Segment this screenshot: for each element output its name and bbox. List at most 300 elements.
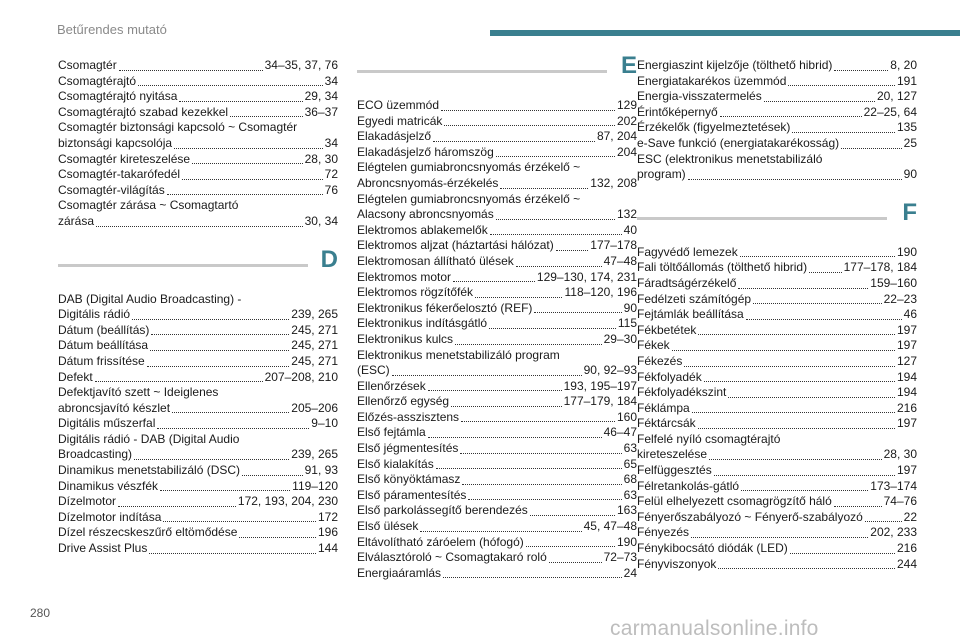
index-entry	[637, 401, 917, 417]
entry-term: Felfüggesztés	[637, 463, 712, 478]
entry-term: Fékezés	[637, 353, 683, 368]
entry-term: Első kialakítás	[357, 456, 434, 471]
entry-pages: 245, 271	[291, 338, 338, 353]
index-entry	[58, 214, 338, 230]
index-entry	[357, 207, 637, 223]
entry-pages: 194	[896, 369, 917, 384]
entry-term: Fékfolyadékszint	[637, 385, 727, 400]
dot-leader	[462, 484, 621, 485]
entry-pages: 194	[896, 385, 917, 400]
dot-leader	[753, 303, 882, 304]
dot-leader	[490, 234, 622, 235]
entry-term: zárása	[58, 213, 95, 228]
index-entry	[58, 89, 338, 105]
entry-term: Elektromos ablakemelők	[357, 222, 488, 237]
dot-leader	[433, 141, 595, 142]
dot-leader	[841, 148, 902, 149]
index-entry	[58, 416, 338, 432]
dot-leader	[728, 397, 895, 398]
index-entry-line: Elégtelen gumiabroncsnyomás érzékelő ~	[357, 191, 581, 206]
dot-leader	[764, 101, 875, 102]
index-entry	[58, 370, 338, 386]
entry-term: Érzékelők (figyelmeztetések)	[637, 120, 791, 135]
entry-term: Dízel részecskeszűrő eltömődése	[58, 525, 238, 540]
index-entry	[357, 410, 637, 426]
entry-term: Féklámpa	[637, 400, 690, 415]
index-entry	[357, 519, 637, 535]
index-entry	[637, 494, 917, 510]
entry-pages: 239, 265	[291, 307, 338, 322]
header-accent-bar	[490, 30, 960, 36]
dot-leader	[138, 85, 323, 86]
entry-term: Fagyvédő lemezek	[637, 244, 738, 259]
dot-leader	[692, 412, 895, 413]
index-entry	[637, 292, 917, 308]
entry-pages: 40	[623, 222, 637, 237]
index-entry	[357, 457, 637, 473]
entry-pages: 196	[317, 525, 338, 540]
entry-term: abroncsjavító készlet	[58, 400, 171, 415]
entry-pages: 22	[903, 509, 917, 524]
entry-term: Csomagtérajtó nyitása	[58, 89, 178, 104]
index-entry	[58, 167, 338, 183]
entry-pages: 74–76	[883, 494, 917, 509]
dot-leader	[709, 459, 882, 460]
dot-leader	[134, 459, 289, 460]
entry-term: Csomagtér	[58, 58, 117, 72]
entry-term: Előzés-asszisztens	[357, 409, 460, 424]
dot-leader	[698, 428, 895, 429]
index-entry	[58, 447, 338, 463]
dot-leader	[834, 70, 888, 71]
entry-term: Fékbetétek	[637, 322, 697, 337]
index-entry	[637, 525, 917, 541]
entry-term: Fali töltőállomás (tölthető hibrid)	[637, 260, 808, 275]
entry-term: Csomagtér kireteszelése	[58, 151, 191, 166]
dot-leader	[239, 537, 316, 538]
dot-leader	[451, 406, 562, 407]
dot-leader	[720, 116, 862, 117]
entry-term: Energiaszint kijelzője (tölthető hibrid)	[637, 58, 833, 72]
dot-leader	[534, 312, 621, 313]
entry-term: Első jégmentesítés	[357, 441, 459, 456]
section-letter-d: D	[320, 245, 338, 273]
dot-leader	[441, 110, 615, 111]
entry-term: Drive Assist Plus	[58, 541, 148, 556]
entry-pages: 68	[623, 472, 637, 487]
index-entry-line: Defektjavító szett ~ Ideiglenes	[58, 385, 219, 400]
entry-pages: 135	[896, 120, 917, 135]
dot-leader	[132, 319, 289, 320]
index-entry-line: Felfelé nyíló csomagtérajtó	[637, 431, 781, 446]
dot-leader	[530, 515, 615, 516]
entry-term: Dízelmotor indítása	[58, 509, 162, 524]
entry-term: Elektronikus indításgátló	[357, 316, 488, 331]
entry-term: (ESC)	[357, 363, 390, 378]
entry-term: Csomagtér-takarófedél	[58, 167, 181, 182]
entry-pages: 63	[623, 487, 637, 502]
entry-term: Alacsony abroncsnyomás	[357, 207, 494, 222]
index-entry	[58, 401, 338, 417]
entry-term: Első fejtámla	[357, 425, 426, 440]
entry-pages: 177–179, 184	[563, 394, 637, 409]
entry-term: Első könyöktámasz	[357, 472, 461, 487]
entry-term: Elektronikus fékerőelosztó (REF)	[357, 300, 533, 315]
index-entry	[357, 270, 637, 286]
entry-pages: 46	[903, 307, 917, 322]
entry-pages: 129–130, 174, 231	[536, 269, 637, 284]
dot-leader	[738, 288, 868, 289]
index-entry	[58, 58, 338, 74]
entry-term: Egyedi matricák	[357, 113, 443, 128]
index-entry	[357, 379, 637, 395]
entry-pages: 244	[896, 556, 917, 571]
entry-pages: 245, 271	[291, 322, 338, 337]
entry-term: Fékek	[637, 338, 670, 353]
entry-pages: 119–120	[292, 478, 338, 493]
dot-leader	[150, 350, 289, 351]
entry-pages: 46–47	[603, 425, 637, 440]
index-entry	[357, 550, 637, 566]
entry-term: Elektromos aljzat (háztartási hálózat)	[357, 238, 554, 253]
index-entry	[637, 510, 917, 526]
entry-term: Dinamikus menetstabilizáló (DSC)	[58, 463, 241, 478]
entry-pages: 45, 47–48	[583, 519, 637, 534]
index-column-2	[357, 52, 637, 581]
section-divider-f	[637, 199, 917, 235]
index-entry	[637, 74, 917, 90]
index-entry	[637, 120, 917, 136]
index-entry	[637, 167, 917, 183]
entry-pages: 29, 34	[304, 89, 338, 104]
dot-leader	[420, 531, 581, 532]
dot-leader	[704, 381, 895, 382]
dot-leader	[740, 256, 895, 257]
dot-leader	[453, 281, 535, 282]
entry-term: Defekt	[58, 369, 93, 384]
index-entry	[357, 285, 637, 301]
entry-pages: 132, 208	[590, 175, 637, 190]
dot-leader	[455, 344, 602, 345]
entry-pages: 193, 195–197	[563, 378, 637, 393]
index-entry	[357, 254, 637, 270]
index-entry	[58, 479, 338, 495]
section-rule	[637, 217, 887, 220]
entry-term: Első ülések	[357, 519, 419, 534]
dot-leader	[698, 334, 895, 335]
entry-pages: 204	[616, 144, 637, 159]
entry-term: Abroncsnyomás-érzékelés	[357, 175, 499, 190]
entry-term: Csomagtérajtó szabad kezekkel	[58, 104, 229, 119]
entry-pages: 159–160	[870, 275, 917, 290]
dot-leader	[160, 490, 290, 491]
entry-pages: 118–120, 196	[564, 285, 637, 300]
dot-leader	[182, 179, 323, 180]
entry-pages: 177–178	[590, 238, 637, 253]
dot-leader	[96, 226, 303, 227]
entry-pages: 129	[616, 98, 637, 112]
section-divider-d	[58, 246, 338, 282]
index-entry	[58, 74, 338, 90]
index-entry-line: ESC (elektronikus menetstabilizáló	[637, 151, 823, 166]
entry-pages: 22–23	[883, 291, 917, 306]
dot-leader	[428, 437, 602, 438]
dot-leader	[118, 506, 236, 507]
entries-f	[637, 245, 917, 572]
entry-pages: 29–30	[603, 331, 637, 346]
entry-term: Elakadásjelző	[357, 129, 432, 144]
entry-pages: 191	[896, 73, 917, 88]
entry-pages: 87, 204	[596, 129, 637, 144]
index-entry	[637, 370, 917, 386]
index-entry	[58, 354, 338, 370]
entry-pages: 30, 34	[304, 213, 338, 228]
entry-term: Érintőképernyő	[637, 104, 718, 119]
index-entry	[357, 223, 637, 239]
index-entry	[637, 541, 917, 557]
index-entry	[357, 535, 637, 551]
entry-pages: 76	[324, 182, 338, 197]
index-entry	[357, 114, 637, 130]
entry-pages: 34–35, 37, 76	[264, 58, 338, 72]
index-entry	[58, 510, 338, 526]
dot-leader	[95, 381, 263, 382]
index-entry	[58, 541, 338, 557]
entry-pages: 197	[896, 322, 917, 337]
entry-pages: 47–48	[603, 253, 637, 268]
index-entry	[58, 152, 338, 168]
index-entry	[637, 58, 917, 74]
entry-pages: 132	[616, 207, 637, 222]
entry-pages: 144	[317, 541, 338, 556]
entry-pages: 190	[896, 244, 917, 259]
index-entry	[637, 338, 917, 354]
dot-leader	[230, 116, 303, 117]
entry-term: Ellenőrző egység	[357, 394, 450, 409]
entry-pages: 239, 265	[291, 447, 338, 462]
entry-pages: 160	[616, 409, 637, 424]
index-entry	[637, 463, 917, 479]
dot-leader	[179, 101, 302, 102]
index-entry	[357, 394, 637, 410]
entry-term: Fénykibocsátó diódák (LED)	[637, 541, 788, 556]
entry-term: ECO üzemmód	[357, 98, 440, 112]
entry-term: Dátum (beállítás)	[58, 322, 150, 337]
entry-term: Dinamikus vészfék	[58, 478, 159, 493]
dot-leader	[741, 490, 868, 491]
entry-pages: 173–174	[870, 478, 917, 493]
entry-term: Félretankolás-gátló	[637, 478, 740, 493]
entry-term: Fejtámlák beállítása	[637, 307, 744, 322]
entries-c	[58, 58, 338, 230]
index-entry	[637, 136, 917, 152]
entry-pages: 90, 92–93	[583, 363, 637, 378]
entry-term: Csomagtérajtó	[58, 73, 137, 88]
entry-term: Digitális műszerfal	[58, 416, 156, 431]
entry-pages: 91, 93	[304, 463, 338, 478]
index-column-3	[637, 58, 917, 572]
dot-leader	[526, 546, 615, 547]
entry-pages: 197	[896, 463, 917, 478]
dot-leader	[672, 350, 895, 351]
entry-pages: 197	[896, 416, 917, 431]
entry-term: Fényerőszabályozó ~ Fényerő-szabályozó	[637, 509, 863, 524]
header-title: Betűrendes mutató	[57, 22, 167, 37]
entry-pages: 25	[903, 135, 917, 150]
index-entry	[357, 363, 637, 379]
entry-pages: 207–208, 210	[264, 369, 338, 384]
dot-leader	[489, 328, 616, 329]
index-entry	[357, 503, 637, 519]
index-entry	[637, 89, 917, 105]
dot-leader	[718, 568, 895, 569]
index-entry	[357, 441, 637, 457]
dot-leader	[443, 577, 622, 578]
entry-term: Elválasztóroló ~ Csomagtakaró roló	[357, 550, 547, 565]
index-entry	[357, 145, 637, 161]
entry-pages: 90	[623, 300, 637, 315]
dot-leader	[460, 453, 621, 454]
entry-pages: 36–37	[304, 104, 338, 119]
entry-pages: 172, 193, 204, 230	[237, 494, 338, 509]
entry-pages: 216	[896, 541, 917, 556]
entry-pages: 20, 127	[876, 89, 917, 104]
index-entry	[357, 316, 637, 332]
entry-term: Energiatakarékos üzemmód	[637, 73, 787, 88]
dot-leader	[172, 412, 289, 413]
index-entry	[637, 105, 917, 121]
entry-pages: 202, 233	[870, 525, 917, 540]
entry-term: Energia-visszatermelés	[637, 89, 762, 104]
index-entry	[637, 276, 917, 292]
entry-term: Fáradtságérzékelő	[637, 275, 737, 290]
index-entry	[357, 332, 637, 348]
entry-pages: 9–10	[311, 416, 338, 431]
dot-leader	[475, 297, 562, 298]
dot-leader	[556, 250, 589, 251]
index-entry	[357, 488, 637, 504]
index-entry	[357, 98, 637, 114]
dot-leader	[436, 468, 622, 469]
entry-term: program)	[637, 167, 686, 182]
index-entry	[357, 301, 637, 317]
entry-pages: 28, 30	[883, 447, 917, 462]
entry-pages: 34	[324, 73, 338, 88]
entry-pages: 172	[317, 509, 338, 524]
index-entry	[357, 425, 637, 441]
index-entry	[58, 525, 338, 541]
dot-leader	[119, 70, 263, 71]
dot-leader	[516, 266, 602, 267]
dot-leader	[392, 375, 582, 376]
section-rule	[58, 264, 308, 267]
entry-pages: 205–206	[291, 400, 338, 415]
dot-leader	[468, 499, 621, 500]
entry-term: Dízelmotor	[58, 494, 117, 509]
entry-term: Féktárcsák	[637, 416, 696, 431]
entry-pages: 90	[903, 167, 917, 182]
index-entry	[637, 479, 917, 495]
index-entry	[58, 494, 338, 510]
index-entry	[637, 447, 917, 463]
entry-pages: 72	[324, 167, 338, 182]
dot-leader	[174, 148, 323, 149]
entry-pages: 72–73	[603, 550, 637, 565]
dot-leader	[688, 179, 902, 180]
entry-term: Elektronikus kulcs	[357, 331, 454, 346]
entry-term: Eltávolítható záróelem (hófogó)	[357, 534, 524, 549]
dot-leader	[792, 132, 895, 133]
entry-term: Elektromos motor	[357, 269, 452, 284]
entry-pages: 22–25, 64	[863, 104, 917, 119]
index-entry	[58, 463, 338, 479]
dot-leader	[147, 366, 290, 367]
entry-term: Elakadásjelző háromszög	[357, 144, 494, 159]
entry-pages: 216	[896, 400, 917, 415]
entry-pages: 163	[616, 503, 637, 518]
dot-leader	[496, 219, 615, 220]
index-entry	[637, 260, 917, 276]
index-entry	[637, 307, 917, 323]
index-entry	[637, 385, 917, 401]
dot-leader	[242, 475, 303, 476]
dot-leader	[684, 366, 895, 367]
entry-term: Első parkolássegítő berendezés	[357, 503, 528, 518]
entries-e-cont	[637, 58, 917, 183]
section-letter-e: E	[620, 52, 637, 79]
section-divider-e	[357, 52, 637, 88]
dot-leader	[428, 390, 562, 391]
entry-term: Fedélzeti számítógép	[637, 291, 752, 306]
entry-pages: 245, 271	[291, 353, 338, 368]
index-entry	[637, 354, 917, 370]
entry-term: Ellenőrzések	[357, 378, 426, 393]
index-entry	[637, 245, 917, 261]
entry-pages: 202	[616, 113, 637, 128]
index-entry	[357, 472, 637, 488]
index-entry	[357, 238, 637, 254]
index-entry	[637, 323, 917, 339]
entry-term: Digitális rádió	[58, 307, 131, 322]
index-entry	[357, 176, 637, 192]
dot-leader	[746, 319, 902, 320]
index-entry	[637, 416, 917, 432]
entry-term: Felül elhelyezett csomagrögzítő háló	[637, 494, 832, 509]
entry-term: Elektromosan állítható ülések	[357, 253, 514, 268]
dot-leader	[192, 163, 303, 164]
dot-leader	[496, 156, 615, 157]
dot-leader	[149, 553, 316, 554]
index-entry-line: Elektronikus menetstabilizáló program	[357, 347, 560, 362]
index-entry	[357, 129, 637, 145]
dot-leader	[461, 421, 615, 422]
entry-term: Fékfolyadék	[637, 369, 702, 384]
entry-pages: 8, 20	[890, 58, 917, 72]
entry-term: kireteszelése	[637, 447, 708, 462]
entry-pages: 24	[623, 565, 637, 580]
entry-pages: 65	[623, 456, 637, 471]
entry-term: Csomagtér-világítás	[58, 182, 165, 197]
entry-pages: 197	[896, 338, 917, 353]
entry-term: Fényviszonyok	[637, 556, 717, 571]
entry-term: Fényezés	[637, 525, 690, 540]
page-number: 280	[30, 606, 51, 620]
dot-leader	[167, 194, 323, 195]
dot-leader	[691, 537, 868, 538]
index-entry	[357, 566, 637, 582]
dot-leader	[444, 125, 615, 126]
entry-term: Broadcasting)	[58, 447, 133, 462]
